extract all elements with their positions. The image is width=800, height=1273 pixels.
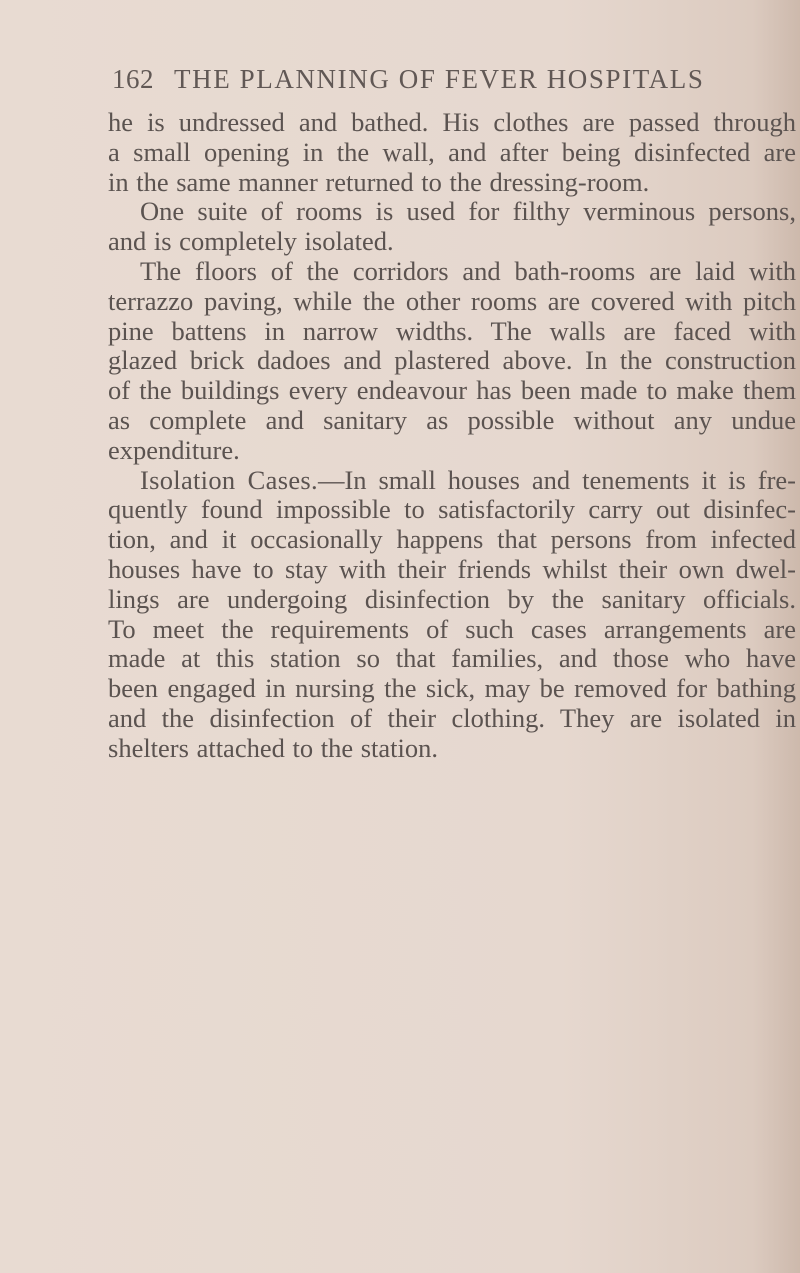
body-text — [108, 108, 796, 764]
text-line-content: he is undressed and bathed. His clothes are passed through — [108, 107, 796, 137]
text-line — [108, 227, 796, 257]
text-line — [108, 734, 796, 764]
text-line-content: —In small houses and tenements it is fre- — [317, 464, 796, 495]
text-line — [108, 406, 796, 436]
text-line-content: tion, and it occasionally happens that persons from infected — [108, 524, 796, 555]
text-line — [108, 436, 796, 466]
text-line — [108, 466, 796, 496]
running-head — [112, 64, 704, 95]
text-line-content: pine battens in narrow widths. The walls are faced with — [108, 315, 796, 346]
text-line-content: of the buildings every endeavour has been made to make them — [108, 375, 796, 406]
page-number: 162 — [112, 64, 154, 94]
text-line — [108, 287, 796, 317]
text-line-content: shelters attached to the station. — [108, 732, 438, 763]
text-line-content: The floors of the corridors and bath-rooms are laid with — [140, 255, 796, 286]
text-line — [108, 525, 796, 555]
text-line — [108, 555, 796, 585]
text-line-content: as complete and sanitary as possible without any undue — [108, 404, 796, 435]
text-line-content: terrazzo paving, while the other rooms are covered with pitch — [108, 285, 796, 316]
text-line-content: been engaged in nursing the sick, may be removed for bathing — [108, 673, 796, 704]
text-line-content: in the same manner returned to the dressing-room. — [108, 166, 650, 197]
text-line — [108, 615, 796, 645]
text-line-content: To meet the requirements of such cases arrangements are — [108, 613, 796, 644]
text-line — [108, 704, 796, 734]
text-line-content: a small opening in the wall, and after being disinfected are — [108, 136, 796, 167]
text-line — [108, 197, 796, 227]
section-run-in-heading: Isolation Cases. — [140, 464, 318, 495]
text-line — [108, 317, 796, 347]
text-line-content: houses have to stay with their friends whilst their own dwel- — [108, 553, 796, 584]
text-line — [108, 644, 796, 674]
running-title: THE PLANNING OF FEVER HOSPITALS — [174, 64, 705, 94]
text-line — [108, 376, 796, 406]
text-line-content: made at this station so that families, and those who have — [108, 643, 796, 674]
text-line — [108, 108, 796, 138]
text-line — [108, 674, 796, 704]
text-line — [108, 495, 796, 525]
text-line — [108, 168, 796, 198]
text-line-content: One suite of rooms is used for filthy verminous persons, — [140, 196, 796, 227]
text-line-content: and is completely isolated. — [108, 226, 394, 257]
text-line-content: glazed brick dadoes and plastered above. In the construction — [108, 345, 796, 376]
text-line-content: expenditure. — [108, 434, 240, 465]
text-line — [108, 138, 796, 168]
text-line — [108, 585, 796, 615]
text-line-content: and the disinfection of their clothing. They are isolated in — [108, 702, 796, 733]
text-line-content: lings are undergoing disinfection by the sanitary officials. — [108, 583, 796, 614]
text-line — [108, 346, 796, 376]
text-line-content: quently found impossible to satisfactorily carry out disinfec- — [108, 494, 796, 525]
text-line — [108, 257, 796, 287]
